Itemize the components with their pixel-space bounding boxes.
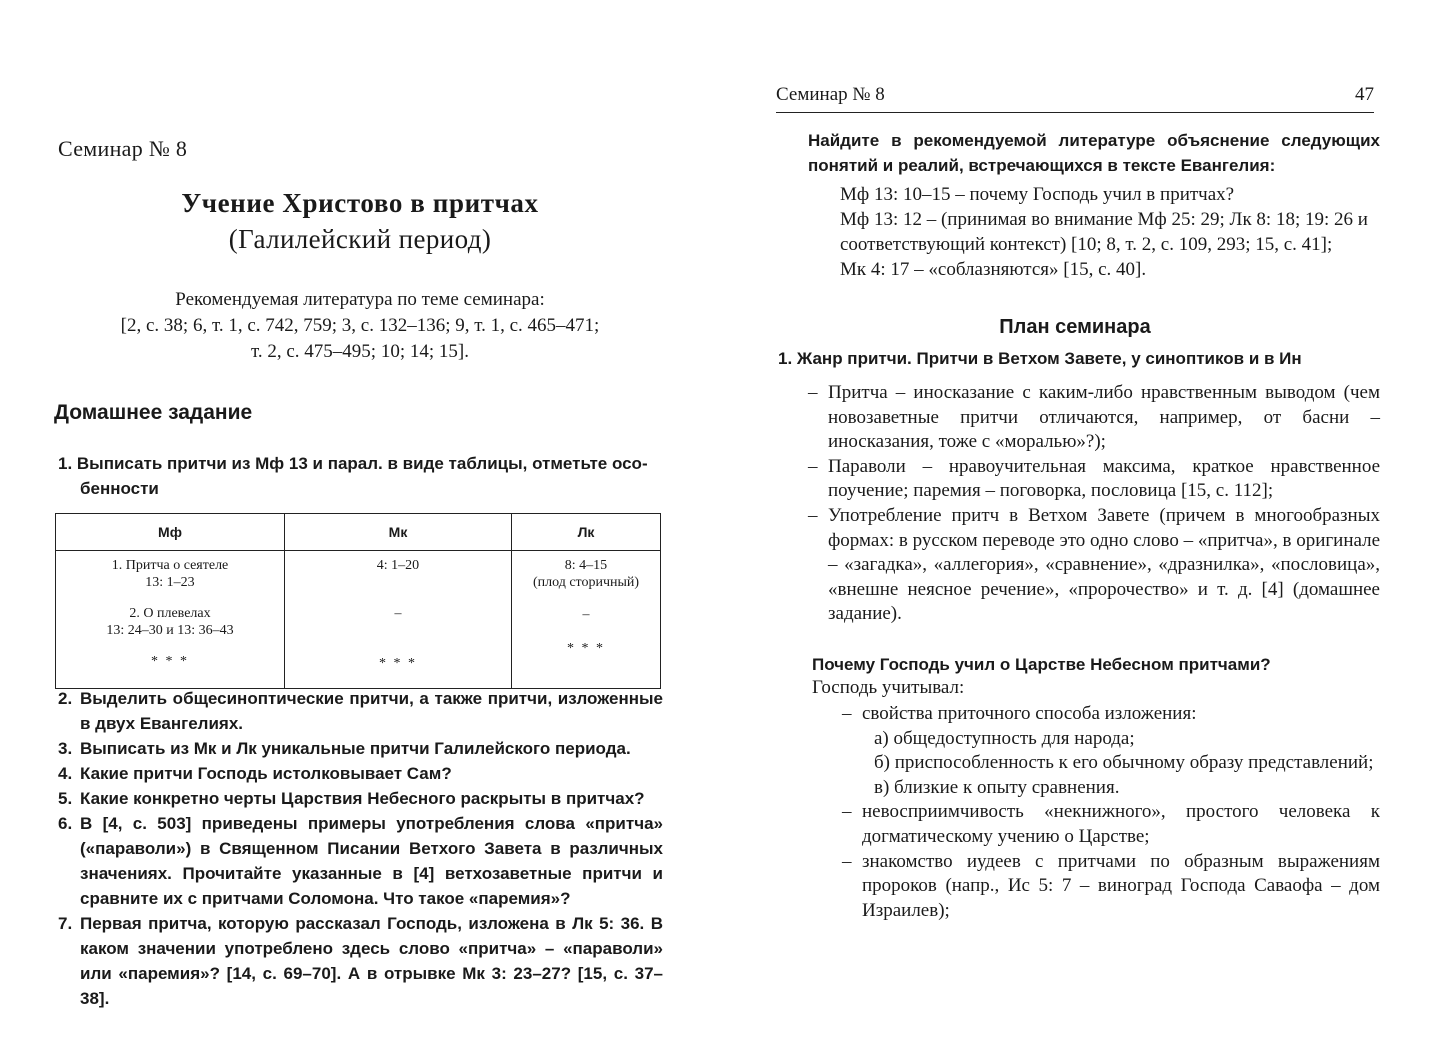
sub-item: б) приспособленность к его обычному образу представлений;: [874, 752, 1374, 774]
dash-marker: –: [808, 455, 818, 477]
seminar-label: Семинар № 8: [58, 136, 188, 161]
task-text: Какие конкретно черты Царствия Небесного раскрыты в притчах?: [80, 789, 645, 808]
cell-text: 8: 4–15: [564, 558, 608, 573]
question-point-text: невосприимчивость «некнижного», простого человека к догматическому учению о Царстве;: [862, 801, 1380, 847]
header-mk: Мк: [285, 514, 512, 551]
list-item: [58, 786, 663, 811]
task-text: Выделить общесиноптические притчи, а также притчи, изложенные в двух Евангелиях.: [80, 689, 663, 733]
list-item: [58, 761, 663, 786]
list-item: [808, 455, 1380, 504]
page-number: 47: [1355, 84, 1374, 105]
page-title: Учение Христово в притчах: [181, 188, 539, 218]
dash-marker: –: [842, 703, 852, 724]
table-row: [56, 551, 661, 689]
plan-point-text: Параволи – нравоучительная максима, краткое нравственное поучение; паремия – поговорка, пословица [15, с. 112];: [828, 455, 1380, 502]
dash-marker: –: [842, 801, 852, 823]
list-item: [58, 811, 663, 911]
task-1-line-2: бенности: [80, 479, 159, 498]
plan-heading: План семинара: [999, 316, 1151, 338]
task-number: 6.: [58, 814, 73, 833]
dash-marker: –: [808, 382, 818, 403]
task-1-line-1: 1. Выписать притчи из Мф 13 и парал. в виде таблицы, отметьте осо-: [58, 454, 648, 473]
literature-line-1: Рекомендуемая литература по теме семинара:: [175, 289, 545, 310]
cell-text: 4: 1–20: [376, 558, 420, 573]
reference-list: [840, 182, 1381, 282]
task-number: 2.: [58, 689, 73, 708]
question-heading: Почему Господь учил о Царстве Небесном притчами?: [812, 655, 1271, 674]
list-item: [808, 504, 1380, 627]
cell-stars: * * *: [567, 641, 605, 656]
header-lk: Лк: [512, 514, 661, 551]
reference-item: Мф 13: 10–15 – почему Господь учил в притчах?: [840, 184, 1235, 205]
list-item: [58, 736, 663, 761]
question-point-text: свойства приточного способа изложения:: [862, 703, 1197, 724]
parables-table: [55, 513, 661, 689]
reference-item: Мф 13: 12 – (принимая во внимание Мф 25: 29; Лк 8: 18; 19: 26 и соответствующий контекст) [10; 8, т. 2, с. 109, 293; 15, с. 41];: [840, 209, 1368, 255]
plan-point-text: Притча – иносказание с каким-либо нравственным выводом (чем новозаветные притчи отличаются, например, от басни – иносказания, тоже с «моралью»?);: [828, 382, 1380, 453]
task-number: 4.: [58, 764, 73, 783]
reference-item: Мк 4: 17 – «соблазняются» [15, с. 40].: [840, 259, 1147, 280]
task-text: В [4, с. 503] приведены примеры употребления слова «притча» («параволи») в Священном Писании Ветхого Завета в различных значениях. Прочитайте указанные в [4] ветхозаветные притчи и сравните их с притчами Соломона. Что такое «паремия»?: [80, 814, 663, 908]
question-points: [842, 702, 1380, 923]
right-page: [724, 0, 1448, 1045]
task-number: 3.: [58, 739, 73, 758]
cell-mf: [56, 551, 285, 689]
task-list: [58, 686, 663, 1011]
running-header-title: Семинар № 8: [776, 84, 885, 105]
find-instruction: Найдите в рекомендуемой литературе объяснение следующих понятий и реалий, встречающихся в тексте Евангелия:: [808, 131, 1380, 175]
cell-text: –: [394, 606, 402, 621]
literature-line-3: т. 2, с. 475–495; 10; 14; 15].: [251, 341, 469, 362]
task-text: Какие притчи Господь истолковывает Сам?: [80, 764, 452, 783]
sub-item: в) близкие к опыту сравнения.: [874, 776, 1120, 798]
cell-text: (плод сторичный): [532, 575, 640, 590]
task-number: 5.: [58, 789, 73, 808]
page-subtitle: (Галилейский период): [228, 224, 492, 254]
cell-mk: [285, 551, 512, 689]
plan-points: [808, 381, 1380, 627]
homework-heading: Домашнее задание: [54, 401, 253, 424]
list-item: [808, 381, 1380, 455]
cell-text: 1. Притча о сеятеле: [111, 558, 229, 573]
question-point-text: знакомство иудеев с притчами по образным выражениям пророков (напр., Ис 5: 7 – виноград Господа Саваофа – дом Израилев);: [862, 850, 1380, 921]
task-text: Первая притча, которую рассказал Господь, изложена в Лк 5: 36. В каком значении употреблено здесь слово «притча» – «параволи» или «паремия»? [14, с. 69–70]. А в отрывке Мк 3: 23–27? [15, с. 37–38].: [80, 914, 663, 1008]
table-header-row: [56, 514, 661, 551]
header-mf: Мф: [56, 514, 285, 551]
cell-lk: [512, 551, 661, 689]
question-lead: Господь учитывал:: [812, 677, 965, 698]
list-item: [842, 800, 1380, 849]
cell-text: –: [582, 607, 590, 622]
recommended-literature: [60, 287, 660, 365]
list-item: [842, 850, 1380, 924]
list-item: [58, 686, 663, 736]
plan-point-text: Употребление притч в Ветхом Завете (причем в многообразных формах: в русском переводе это одно слово – «притча», в оригинале – «загадка», «аллегория», «сравнение», «дразнилка», «пословица», «внешне неясное речение», «пророчество» и т. д. [4] (домашнее задание).: [828, 504, 1380, 625]
cell-text: 13: 1–23: [145, 575, 195, 590]
plan-item-1: 1. Жанр притчи. Притчи в Ветхом Завете, у синоптиков и в Ин: [778, 349, 1302, 368]
list-item: [58, 911, 663, 1011]
cell-stars: * * *: [379, 656, 417, 671]
task-text: Выписать из Мк и Лк уникальные притчи Галилейского периода.: [80, 739, 631, 758]
task-1: [58, 451, 663, 501]
dash-marker: –: [842, 850, 852, 872]
task-number: 7.: [58, 914, 73, 933]
cell-text: 2. О плевелах: [129, 606, 211, 621]
sub-item: а) общедоступность для народа;: [874, 727, 1135, 749]
list-item: [842, 702, 1380, 727]
dash-marker: –: [808, 504, 818, 526]
cell-stars: * * *: [151, 654, 189, 669]
cell-text: 13: 24–30 и 13: 36–43: [106, 623, 234, 638]
literature-line-2: [2, с. 38; 6, т. 1, с. 742, 759; 3, с. 132–136; 9, т. 1, с. 465–471;: [120, 315, 600, 336]
running-header: [776, 84, 1374, 113]
